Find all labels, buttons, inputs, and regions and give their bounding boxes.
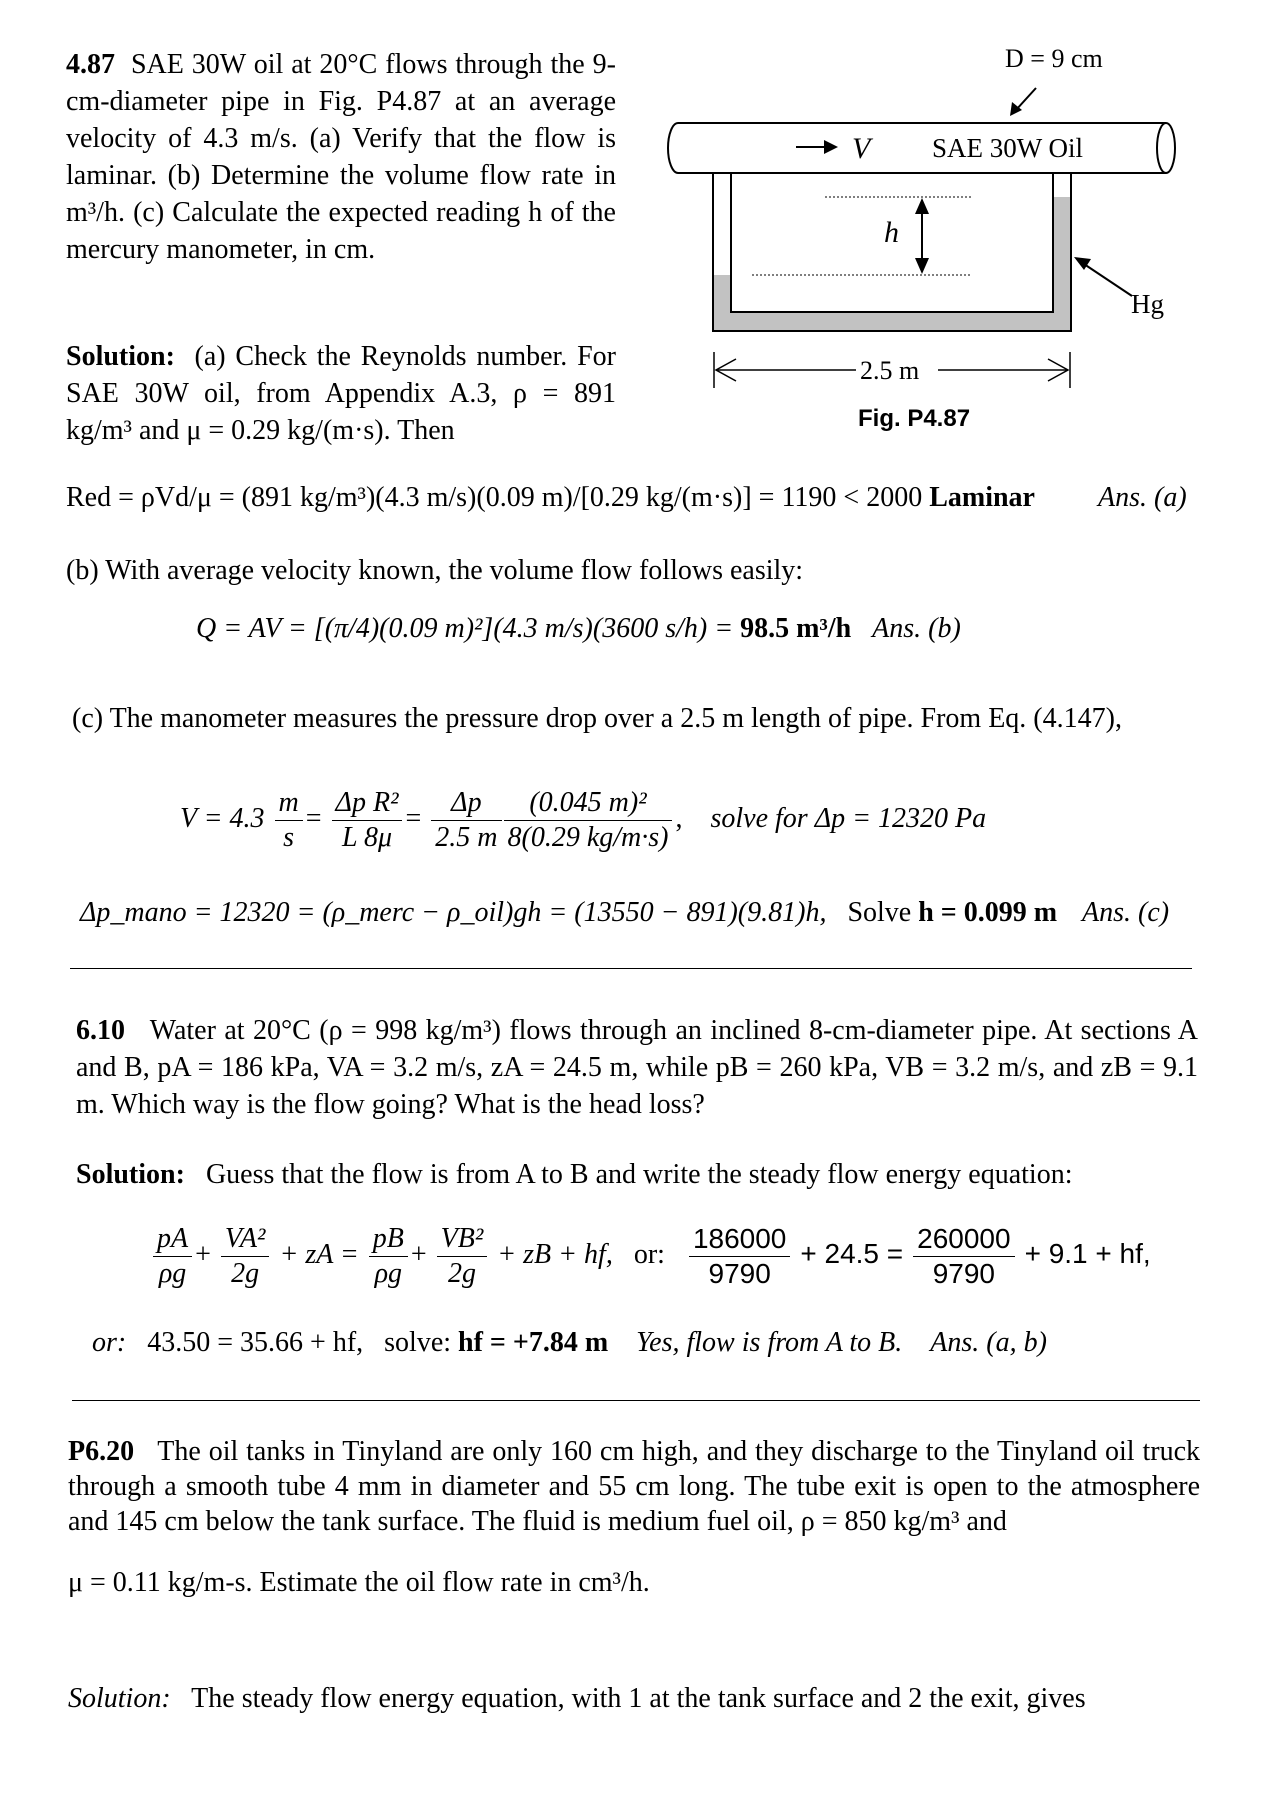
- problem-610-solution: Solution: Guess that the flow is from A to B and write the steady flow energy equation:: [76, 1159, 1073, 1190]
- problem-487-solution-intro: [66, 338, 616, 449]
- va-term: $\frac{\text{VA²}}{2g}$: [221, 1222, 270, 1291]
- reynolds-eq-text: Red = ρVd/μ = (891 kg/m³)(4.3 m/s)(0.09 m)/[0.29 kg/(m·s)] = 1190 < 2000: [66, 482, 923, 513]
- divider-2: [72, 1400, 1200, 1401]
- height-arrowhead-down: [915, 258, 929, 274]
- velocity-label: V: [852, 132, 871, 165]
- problem-p620-statement: P6.20 The oil tanks in Tinyland are only 160 cm high, and they discharge to the Tinyland oil truck through a smooth tube 4 mm in diameter and 55 cm long. The tube exit is open to the atmosphere and 145 cm below the tank surface. The fluid is medium fuel oil, ρ = 850 kg/m³ and: [68, 1436, 1201, 1537]
- pipe-end: [1157, 123, 1175, 173]
- unit-fraction: $\frac{m}{s}$: [275, 786, 303, 855]
- problem-610-number: 6.10: [76, 1015, 125, 1046]
- flow-rate-equation: Q = AV = [(π/4)(0.09 m)²](4.3 m/s)(3600 s/h) = 98.5 m³/h Ans. (b): [196, 613, 961, 644]
- solution-intro-text: (a) Check the Reynolds number. For SAE 30W oil, from Appendix A.3, ρ = 891 kg/m³ and μ = 0.29 kg/(m·s). Then: [66, 341, 616, 446]
- pb-term: $\frac{pB}{\rho g}$: [369, 1222, 408, 1291]
- flow-rate-result: 98.5 m³/h: [740, 613, 852, 644]
- problem-610-statement: 6.10 Water at 20°C (ρ = 998 kg/m³) flows through an inclined 8-cm-diameter pipe. At sections A and B, pA = 186 kPa, VA = 3.2 m/s, zA = 24.5 m, while pB = 260 kPa, VB = 3.2 m/s, and zB = 9.1 m. Which way is the flow going? What is the head loss?: [76, 1015, 1198, 1120]
- mercury-label: Hg: [1131, 289, 1164, 319]
- solve-for-dp: solve for Δp = 12320 Pa: [710, 802, 987, 834]
- problem-p620-solution: Solution: The steady flow energy equation, with 1 at the tank surface and 2 the exit, gives: [68, 1683, 1086, 1714]
- part-c-text: (c) The manometer measures the pressure drop over a 2.5 m length of pipe. From Eq. (4.147),: [72, 703, 1122, 734]
- pa-term: $\frac{pA}{\rho g}$: [153, 1222, 192, 1291]
- divider-1: [70, 968, 1192, 969]
- vb-term: $\frac{\text{VB²}}{2g}$: [437, 1222, 488, 1291]
- figure-p487: [660, 30, 1200, 450]
- numeric-term-a: $\frac{186000}{9790}$: [689, 1222, 790, 1291]
- flow-arrowhead: [824, 140, 838, 154]
- pipe-flow-equation: V = 4.3 $\frac{m}{s}$ = $\frac{\text{Δp R²}}{L 8\mu}$ = $\frac{\Delta p}{2.5 m}$ $\frac{\text{(0.045 m)²}}{8(0.29 kg/m\cdot s)}$ , solve for Δp = 12320 Pa: [180, 787, 987, 853]
- manometer-outer: [713, 173, 1071, 331]
- problem-487-number: 4.87: [66, 49, 115, 80]
- length-label: 2.5 m: [860, 356, 920, 385]
- reynolds-equation: [66, 482, 1035, 514]
- diameter-label: D = 9 cm: [1005, 44, 1103, 73]
- part-b-text: (b) With average velocity known, the volume flow follows easily:: [66, 555, 804, 586]
- height-label: h: [884, 216, 899, 249]
- problem-487-text: SAE 30W oil at 20°C flows through the 9-cm-diameter pipe in Fig. P4.87 at an average velocity of 4.3 m/s. (a) Verify that the flow is laminar. (b) Determine the volume flow rate in m³/h. (c) Calculate the expected reading h of the mercury manometer, in cm.: [66, 49, 616, 265]
- fraction-2: $\frac{\Delta p}{2.5 m}$: [431, 786, 501, 855]
- manometer-equation: Δp_mano = 12320 = (ρ_merc − ρ_oil)gh = (13550 − 891)(9.81)h, Solve h = 0.099 m: [80, 897, 1058, 928]
- head-loss-answer: Ans. (a, b): [930, 1327, 1047, 1358]
- flow-rate-answer: Ans. (b): [872, 613, 961, 644]
- height-arrowhead-up: [915, 198, 929, 214]
- manometer-answer: Ans. (c): [1082, 897, 1170, 928]
- reynolds-answer: Ans. (a): [1098, 482, 1187, 513]
- mercury-arrow: [1084, 264, 1132, 296]
- problem-p620-number: P6.20: [68, 1436, 135, 1467]
- fraction-1: $\frac{\text{Δp R²}}{L 8\mu}$: [332, 786, 403, 855]
- head-loss-result: or: 43.50 = 35.66 + hf, solve: hf = +7.84 m Yes, flow is from A to B. Ans. (a, b): [92, 1327, 1047, 1358]
- problem-487-statement: [66, 46, 616, 268]
- head-loss-value: hf = +7.84 m: [458, 1327, 609, 1358]
- fraction-3: $\frac{\text{(0.045 m)²}}{8(0.29 kg/m\cdot s)}$: [504, 786, 673, 855]
- problem-p620-statement-2: μ = 0.11 kg/m-s. Estimate the oil flow rate in cm³/h.: [68, 1567, 650, 1598]
- manometer-result: h = 0.099 m: [918, 897, 1058, 928]
- fluid-label: SAE 30W Oil: [932, 133, 1084, 163]
- numeric-term-b: $\frac{260000}{9790}$: [913, 1222, 1014, 1291]
- reynolds-result: Laminar: [929, 482, 1035, 513]
- solution-label: Solution:: [66, 341, 175, 372]
- energy-equation: $\frac{pA}{\rho g}$ + $\frac{\text{VA²}}{2g}$ + zA = $\frac{pB}{\rho g}$ + $\frac{\text{VB²}}{2g}$ + zB + hf, or: $\frac{186000}{9790}$ + 24.5 = $\frac{260000}{9790}$ + 9.1 + hf,: [150, 1222, 1151, 1291]
- pipe: [668, 123, 1166, 173]
- diameter-arrow: [1016, 88, 1036, 110]
- figure-caption: Fig. P4.87: [858, 405, 971, 432]
